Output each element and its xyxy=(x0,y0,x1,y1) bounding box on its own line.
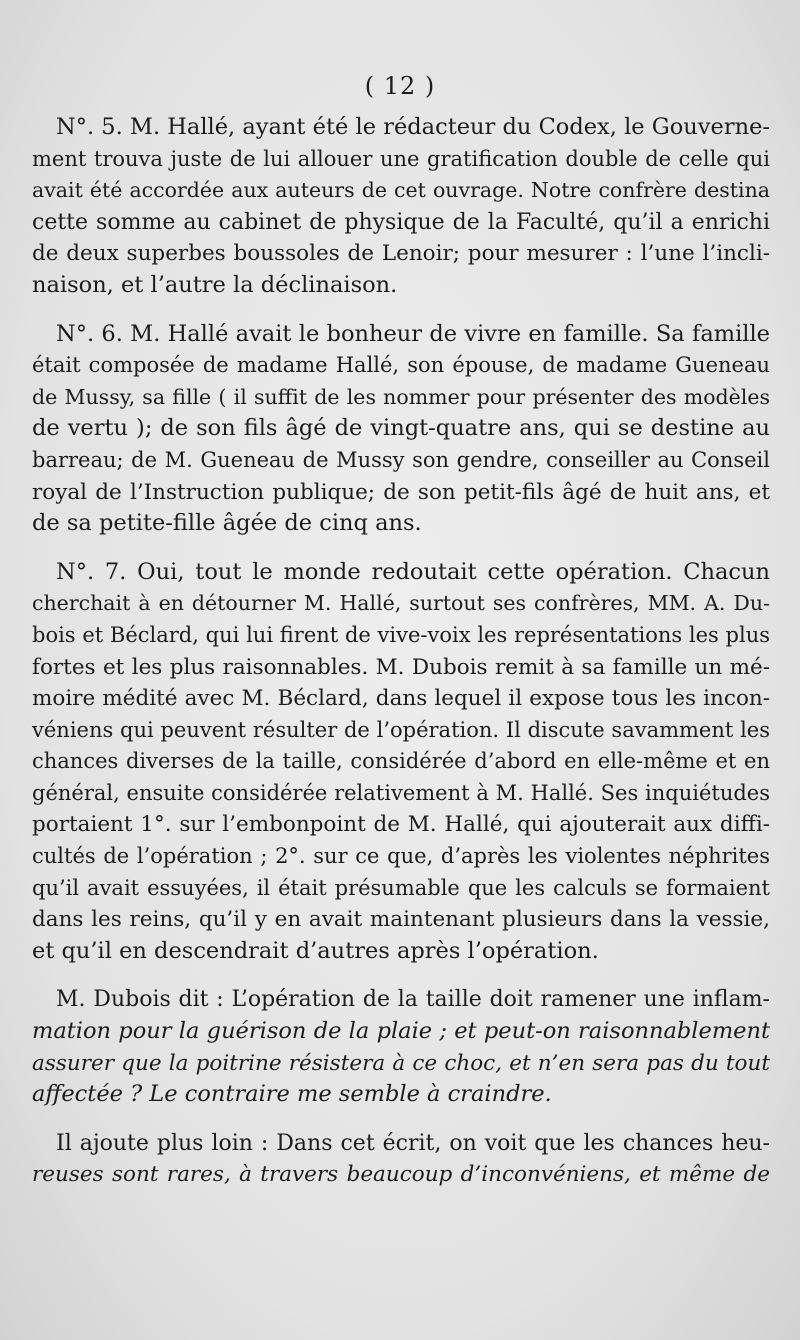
text-line: de vertu ); de son fils âgé de vingt-quatre ans, qui se destine au xyxy=(32,415,770,442)
text-line: M. Dubois dit : L’opération de la taille doit ramener une inflam- xyxy=(56,987,770,1013)
text-line: véniens qui peuvent résulter de l’opération. Il discute savamment les xyxy=(32,717,770,742)
text-line: cultés de l’opération ; 2°. sur ce que, d’après les violentes néphrites xyxy=(32,844,770,869)
text-line: cherchait à en détourner M. Hallé, surtout ses confrères, MM. A. Du- xyxy=(32,591,770,616)
paragraph-no7 xyxy=(32,557,770,968)
page-number: ( 12 ) xyxy=(364,72,436,100)
text-line: fortes et les plus raisonnables. M. Dubois remit à sa famille un mé- xyxy=(32,654,770,680)
text-line: général, ensuite considérée relativement à M. Hallé. Ses inquiétudes xyxy=(32,780,770,805)
text-line: chances diverses de la taille, considérée d’abord en elle-même et en xyxy=(32,749,770,774)
text-line-italic: affectée ? Le contraire me semble à craindre. xyxy=(32,1081,552,1108)
text-line: ment trouva juste de lui allouer une gratification double de celle qui xyxy=(32,146,770,171)
text-line: de deux superbes boussoles de Lenoir; pour mesurer : l’une l’incli- xyxy=(32,241,770,267)
paragraph-no5 xyxy=(32,112,770,302)
page-body xyxy=(32,112,770,1191)
text-line-italic: mation pour la guérison de la plaie ; et peut-on raisonnablement xyxy=(32,1018,770,1045)
text-line-italic: assurer que la poitrine résistera à ce choc, et n’en sera pas du tout xyxy=(32,1050,770,1076)
text-line: était composée de madame Hallé, son épouse, de madame Gueneau xyxy=(32,353,770,378)
paragraph-no6 xyxy=(32,319,770,540)
text-line: cette somme au cabinet de physique de la Faculté, qu’il a enrichi xyxy=(32,209,770,235)
text-line: barreau; de M. Gueneau de Mussy son gendre, conseiller au Conseil xyxy=(32,447,770,472)
text-line: N°. 7. Oui, tout le monde redoutait cette opération. Chacun xyxy=(56,558,770,585)
text-line: bois et Béclard, qui lui firent de vive-voix les représentations les plus xyxy=(32,622,770,647)
text-line: portaient 1°. sur l’embonpoint de M. Hallé, qui ajouterait aux diffi- xyxy=(32,812,770,838)
paragraph-il-ajoute xyxy=(32,1128,770,1191)
text-line: royal de l’Instruction publique; de son petit-fils âgé de huit ans, et xyxy=(32,479,770,505)
text-line: N°. 6. M. Hallé avait le bonheur de vivre en famille. Sa famille xyxy=(56,320,770,347)
text-line: et qu’il en descendrait d’autres après l’opération. xyxy=(32,937,599,964)
text-line: avait été accordée aux auteurs de cet ouvrage. Notre confrère destina xyxy=(32,178,770,203)
text-line: N°. 5. M. Hallé, ayant été le rédacteur du Codex, le Gouverne- xyxy=(56,114,770,140)
paragraph-dubois-quote xyxy=(32,984,770,1110)
text-line: dans les reins, qu’il y en avait maintenant plusieurs dans la vessie, xyxy=(32,907,770,933)
text-line: naison, et l’autre la déclinaison. xyxy=(32,271,398,298)
text-line: moire médité avec M. Béclard, dans lequel il expose tous les incon- xyxy=(32,686,770,712)
text-line: qu’il avait essuyées, il était présumable que les calculs se formaient xyxy=(32,875,770,900)
text-line: de Mussy, sa fille ( il suffit de les nommer pour présenter des modèles xyxy=(32,384,770,409)
text-line: Il ajoute plus loin : Dans cet écrit, on voit que les chances heu- xyxy=(56,1130,770,1156)
text-line: de sa petite-fille âgée de cinq ans. xyxy=(32,510,422,537)
text-line-italic: reuses sont rares, à travers beaucoup d’inconvéniens, et même de xyxy=(32,1162,770,1188)
